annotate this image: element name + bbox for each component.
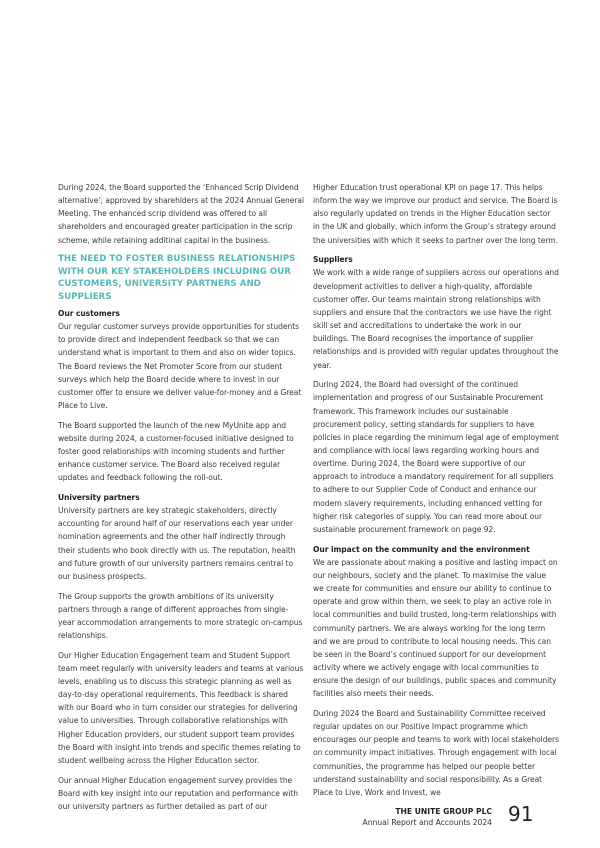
university-paragraph-3: Our Higher Education Engagement team and Student Support team meet regularly with university leaders and teams at various levels, enabling us to discuss this strategic planning as well as day-to-day operational requirements. This feedback is shared with our Board who in turn consider our strategies for delivering value to universities. Through collaborative relationships with Higher Education providers, our student support team provides the Board with insight into trends and specific themes relating to student wellbeing across the Higher Education sector.	[58, 650, 304, 765]
university-paragraph-1: University partners are key strategic stakeholders, directly accounting for around half of our reservations each year under nomination agreements and the other half indirectly through their students who book directly with us. The reputation, health and future growth of our university partners remains central to our business prospects.	[58, 506, 296, 581]
university-paragraph-4: Our annual Higher Education engagement survey provides the Board with key insight into our reputation and performance with our university partners as further detailed as part of our	[58, 775, 298, 811]
footer-report-title: Annual Report and Accounts 2024	[362, 818, 492, 827]
suppliers-paragraph-2: During 2024, the Board had oversight of the continued implementation and progress of our Sustainable Procurement framework. This framework includes our sustainable procurement policy, setting standards for suppliers to have policies in place regarding the minimum legal age of employment and compliance with local laws regarding working hours and overtime. During 2024, the Board were supportive of our approach to introduce a mandatory requirement for all suppliers to adhere to our Supplier Code of Conduct and enhance our modern slavery requirements, including enhanced vetting for higher risk categories of supply. You can read more about our sustainable procurement framework on page 92.	[313, 380, 559, 534]
right-column	[313, 181, 559, 806]
footer-company-name: THE UNITE GROUP PLC	[395, 807, 492, 816]
suppliers-paragraph-1: We work with a wide range of suppliers across our operations and development activities to deliver a high-quality, affordable customer offer. Our teams maintain strong relationships with suppliers and ensure that the contractors we use have the right skill set and accreditations to undertake the work in our buildings. The Board recognises the importance of supplier relationships and is provided with regular updates throughout the year.	[313, 268, 559, 370]
university-partners-heading: University partners	[58, 492, 140, 502]
customers-heading: Our customers	[58, 308, 120, 318]
community-paragraph-1: We are passionate about making a positive and lasting impact on our neighbours, society and the planet. To maximise the value we create for communities and ensure our ability to continue to operate and grow within them, we seek to play an active role in local communities and build trusted, long-term relationships with community partners. We are always working for the long term and we are proud to contribute to local housing needs. This can be seen in the Board’s continued support for our development activity where we actively engage with local communities to ensure the design of our buildings, public spaces and community facilities also meets their needs.	[313, 557, 558, 699]
intro-paragraph: During 2024, the Board supported the ‘Enhanced Scrip Dividend alternative’, approved by sharehlders at the 2024 Annual General Meeting. The enhanced scrip dividend was offered to all shareholders and encouraged greater participation in the scrip scheme, while retaining additinal capital in the business.	[58, 183, 304, 245]
university-paragraph-2: The Group supports the growth ambitions of its university partners through a range of different approaches from single-year accommodation arrangements to more strategic on-campus relationships.	[58, 591, 303, 640]
section-heading: THE NEED TO FOSTER BUSINESS RELATIONSHIPS WITH OUR KEY STAKEHOLDERS INCLUDING OUR CUSTOMERS, UNIVERSITY PARTNERS AND SUPPLIERS	[58, 254, 296, 302]
customers-paragraph-1: Our regular customer surveys provide opportunities for students to provide direct and independent feedback so that we can understand what is important to them and also on wider topics. The Board reviews the Net Promoter Score from our student surveys which help the Board decide where to invest in our customer offer to ensure we deliver value-for-money and a Great Place to Live.	[58, 322, 302, 410]
customers-paragraph-2: The Board supported the launch of the new MyUnite app and website during 2024, a customer-focused initiative designed to foster good relationships with incoming students and further enhance customer service. The Board also received regular updates and feedback following the roll-out.	[58, 420, 294, 483]
suppliers-heading: Suppliers	[313, 255, 353, 265]
continuation-paragraph: Higher Education trust operational KPI on page 17. This helps inform the way we improve our product and service. The Board is also regularly updated on trends in the Higher Education sector in the UK and globally, which inform the Group’s strategy around the universities with which it seeks to partner over the long term.	[313, 183, 558, 245]
community-paragraph-2: During 2024 the Board and Sustainability Committee received regular updates on our Positive Impact programme which encourages our people and teams to work with local stakeholders on community impact initiatives. Through engagement with local communities, the programme has helped our people better understand sustainability and social responsibility. As a Great Place to Live, Work and Invest, we	[313, 708, 559, 797]
left-column	[58, 181, 304, 820]
page-footer	[363, 806, 492, 828]
page-number: 91	[508, 802, 534, 826]
community-heading: Our impact on the community and the environment	[313, 544, 530, 554]
